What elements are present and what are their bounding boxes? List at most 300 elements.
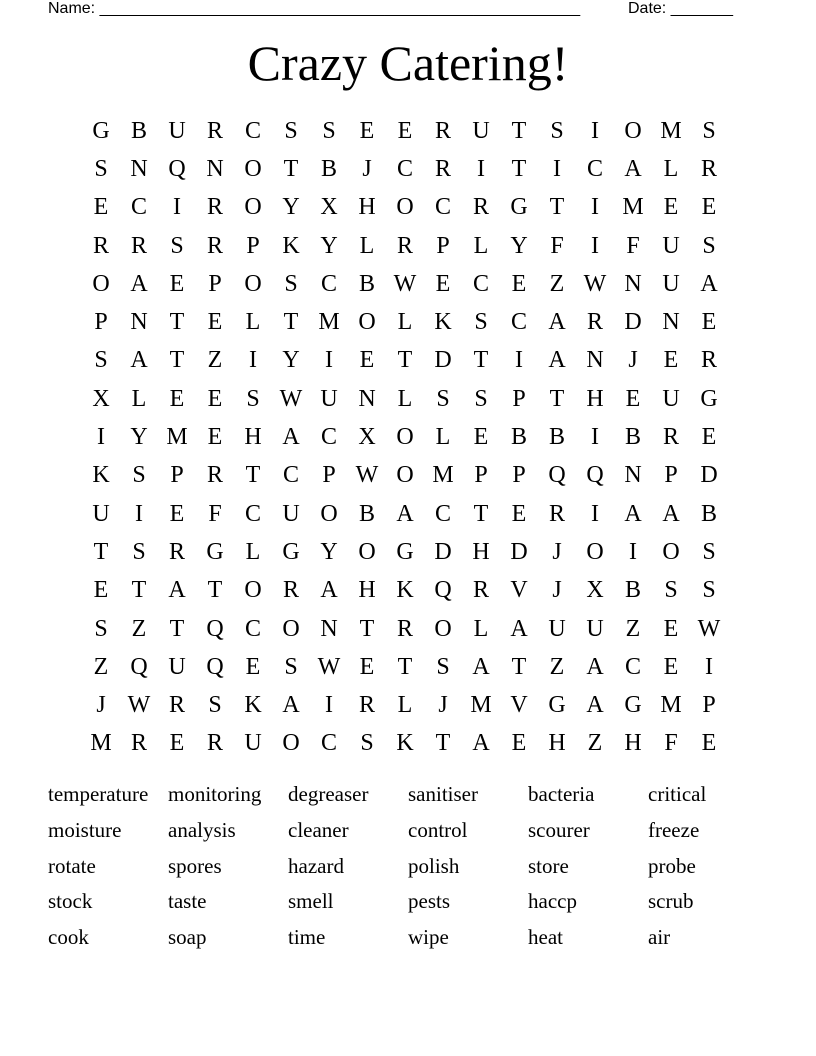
grid-letter[interactable]: S: [132, 538, 146, 565]
grid-letter[interactable]: T: [169, 309, 185, 336]
grid-letter[interactable]: L: [473, 232, 489, 259]
grid-letter[interactable]: T: [397, 653, 413, 680]
grid-letter[interactable]: G: [92, 117, 110, 144]
grid-letter[interactable]: R: [206, 462, 223, 489]
grid-letter[interactable]: T: [511, 653, 527, 680]
grid-letter[interactable]: I: [591, 424, 599, 451]
grid-letter[interactable]: S: [702, 117, 716, 144]
grid-letter[interactable]: R: [206, 194, 223, 221]
grid-letter[interactable]: T: [93, 538, 109, 565]
grid-letter[interactable]: A: [548, 347, 566, 374]
grid-letter[interactable]: P: [512, 462, 526, 489]
grid-letter[interactable]: I: [591, 232, 599, 259]
grid-letter[interactable]: E: [701, 730, 717, 757]
grid-letter[interactable]: C: [434, 194, 451, 221]
grid-letter[interactable]: A: [282, 692, 300, 719]
grid-letter[interactable]: D: [624, 309, 642, 336]
grid-letter[interactable]: A: [624, 155, 642, 182]
grid-letter[interactable]: F: [626, 232, 640, 259]
grid-letter[interactable]: P: [702, 692, 716, 719]
grid-letter[interactable]: M: [432, 462, 454, 489]
grid-letter[interactable]: R: [434, 155, 451, 182]
grid-letter[interactable]: S: [702, 577, 716, 604]
grid-letter[interactable]: E: [397, 117, 413, 144]
grid-letter[interactable]: I: [591, 500, 599, 527]
grid-letter[interactable]: S: [284, 270, 298, 297]
grid-letter[interactable]: P: [246, 232, 260, 259]
grid-letter[interactable]: E: [663, 653, 679, 680]
grid-letter[interactable]: T: [549, 385, 565, 412]
grid-letter[interactable]: P: [664, 462, 678, 489]
grid-letter[interactable]: L: [663, 155, 679, 182]
grid-letter[interactable]: N: [130, 155, 148, 182]
grid-letter[interactable]: K: [434, 309, 452, 336]
grid-letter[interactable]: S: [246, 385, 260, 412]
grid-letter[interactable]: D: [700, 462, 718, 489]
grid-letter[interactable]: E: [169, 500, 185, 527]
grid-letter[interactable]: N: [206, 155, 224, 182]
grid-letter[interactable]: B: [358, 270, 375, 297]
grid-letter[interactable]: T: [169, 347, 185, 374]
grid-letter[interactable]: Y: [130, 424, 148, 451]
grid-letter[interactable]: N: [130, 309, 148, 336]
grid-letter[interactable]: G: [396, 538, 414, 565]
grid-letter[interactable]: U: [662, 232, 680, 259]
grid-letter[interactable]: S: [550, 117, 564, 144]
grid-letter[interactable]: I: [173, 194, 181, 221]
grid-letter[interactable]: T: [397, 347, 413, 374]
grid-letter[interactable]: C: [244, 500, 261, 527]
grid-letter[interactable]: C: [320, 424, 337, 451]
grid-letter[interactable]: M: [318, 309, 340, 336]
grid-letter[interactable]: C: [244, 615, 261, 642]
grid-letter[interactable]: E: [701, 424, 717, 451]
grid-letter[interactable]: Q: [586, 462, 604, 489]
grid-letter[interactable]: T: [473, 347, 489, 374]
grid-letter[interactable]: R: [472, 194, 489, 221]
grid-letter[interactable]: C: [282, 462, 299, 489]
grid-letter[interactable]: Y: [282, 194, 300, 221]
grid-letter[interactable]: K: [282, 232, 300, 259]
grid-letter[interactable]: U: [168, 117, 186, 144]
grid-letter[interactable]: T: [283, 155, 299, 182]
grid-letter[interactable]: E: [663, 347, 679, 374]
grid-letter[interactable]: Q: [206, 615, 224, 642]
grid-letter[interactable]: I: [515, 347, 523, 374]
word-list-item: store: [528, 853, 569, 878]
grid-letter[interactable]: N: [624, 462, 642, 489]
grid-letter[interactable]: Z: [587, 730, 603, 757]
grid-letter[interactable]: N: [358, 385, 376, 412]
grid-letter[interactable]: B: [130, 117, 147, 144]
grid-letter[interactable]: A: [168, 577, 186, 604]
grid-letter[interactable]: H: [586, 385, 604, 412]
grid-letter[interactable]: E: [93, 194, 109, 221]
grid-letter[interactable]: V: [510, 577, 528, 604]
grid-letter[interactable]: W: [127, 692, 151, 719]
grid-letter[interactable]: T: [473, 500, 489, 527]
grid-letter[interactable]: M: [660, 117, 682, 144]
grid-letter[interactable]: R: [358, 692, 375, 719]
grid-letter[interactable]: Q: [548, 462, 566, 489]
grid-letter[interactable]: O: [244, 194, 262, 221]
grid-letter[interactable]: S: [284, 117, 298, 144]
grid-letter[interactable]: L: [245, 538, 261, 565]
grid-letter[interactable]: R: [168, 692, 185, 719]
letter-grid: [82, 112, 728, 763]
grid-letter[interactable]: F: [550, 232, 564, 259]
grid-letter[interactable]: A: [548, 309, 566, 336]
grid-letter[interactable]: T: [283, 309, 299, 336]
grid-letter[interactable]: O: [396, 462, 414, 489]
grid-letter[interactable]: G: [700, 385, 718, 412]
grid-letter[interactable]: L: [131, 385, 147, 412]
grid-letter[interactable]: N: [320, 615, 338, 642]
date-field[interactable]: [628, 0, 733, 19]
grid-letter[interactable]: U: [282, 500, 300, 527]
grid-letter[interactable]: G: [206, 538, 224, 565]
grid-letter[interactable]: O: [434, 615, 452, 642]
grid-letter[interactable]: G: [282, 538, 300, 565]
grid-letter[interactable]: E: [511, 270, 527, 297]
grid-letter[interactable]: M: [660, 692, 682, 719]
grid-letter[interactable]: N: [662, 309, 680, 336]
grid-letter[interactable]: H: [624, 730, 642, 757]
grid-letter[interactable]: J: [96, 692, 106, 719]
grid-letter[interactable]: L: [359, 232, 375, 259]
grid-letter[interactable]: S: [702, 232, 716, 259]
grid-letter[interactable]: L: [245, 309, 261, 336]
grid-letter[interactable]: R: [700, 155, 717, 182]
grid-letter[interactable]: E: [359, 117, 375, 144]
grid-letter[interactable]: T: [245, 462, 261, 489]
grid-letter[interactable]: E: [701, 194, 717, 221]
grid-letter[interactable]: A: [130, 347, 148, 374]
grid-letter[interactable]: P: [208, 270, 222, 297]
grid-letter[interactable]: T: [511, 117, 527, 144]
grid-letter[interactable]: J: [628, 347, 638, 374]
grid-letter[interactable]: U: [662, 270, 680, 297]
grid-letter[interactable]: O: [282, 730, 300, 757]
grid-letter[interactable]: L: [435, 424, 451, 451]
grid-letter[interactable]: A: [472, 653, 490, 680]
grid-letter[interactable]: A: [586, 653, 604, 680]
grid-letter[interactable]: R: [130, 232, 147, 259]
grid-letter[interactable]: O: [244, 577, 262, 604]
grid-letter[interactable]: S: [664, 577, 678, 604]
grid-letter[interactable]: E: [359, 347, 375, 374]
grid-letter[interactable]: M: [166, 424, 188, 451]
grid-letter[interactable]: U: [586, 615, 604, 642]
grid-letter[interactable]: J: [362, 155, 372, 182]
grid-letter[interactable]: R: [282, 577, 299, 604]
grid-letter[interactable]: Z: [131, 615, 147, 642]
grid-letter[interactable]: R: [92, 232, 109, 259]
grid-letter[interactable]: E: [207, 309, 223, 336]
grid-letter[interactable]: H: [472, 538, 490, 565]
grid-letter[interactable]: Z: [549, 270, 565, 297]
grid-letter[interactable]: B: [320, 155, 337, 182]
grid-letter[interactable]: C: [244, 117, 261, 144]
page-title: Crazy Catering!: [247, 35, 569, 91]
grid-letter[interactable]: A: [472, 730, 490, 757]
grid-letter[interactable]: O: [358, 538, 376, 565]
grid-letter[interactable]: R: [396, 615, 413, 642]
grid-letter[interactable]: Q: [130, 653, 148, 680]
grid-letter[interactable]: O: [320, 500, 338, 527]
grid-letter[interactable]: P: [512, 385, 526, 412]
grid-letter[interactable]: R: [472, 577, 489, 604]
grid-letter[interactable]: T: [207, 577, 223, 604]
grid-letter[interactable]: Y: [510, 232, 528, 259]
grid-letter[interactable]: H: [244, 424, 262, 451]
grid-letter[interactable]: L: [397, 385, 413, 412]
grid-letter[interactable]: X: [358, 424, 376, 451]
grid-letter[interactable]: G: [624, 692, 642, 719]
grid-letter[interactable]: T: [131, 577, 147, 604]
grid-letter[interactable]: J: [552, 538, 562, 565]
grid-letter[interactable]: Y: [320, 538, 338, 565]
grid-letter[interactable]: K: [244, 692, 262, 719]
grid-letter[interactable]: O: [586, 538, 604, 565]
grid-letter[interactable]: J: [438, 692, 448, 719]
grid-letter[interactable]: C: [510, 309, 527, 336]
grid-letter[interactable]: S: [208, 692, 222, 719]
grid-letter[interactable]: R: [548, 500, 565, 527]
grid-letter[interactable]: O: [358, 309, 376, 336]
grid-letter[interactable]: E: [701, 309, 717, 336]
grid-letter[interactable]: E: [207, 424, 223, 451]
grid-letter[interactable]: T: [169, 615, 185, 642]
grid-letter[interactable]: Z: [549, 653, 565, 680]
grid-letter[interactable]: M: [90, 730, 112, 757]
grid-letter[interactable]: S: [322, 117, 336, 144]
grid-letter[interactable]: E: [511, 730, 527, 757]
grid-letter[interactable]: Q: [434, 577, 452, 604]
grid-letter[interactable]: L: [397, 309, 413, 336]
grid-letter[interactable]: I: [249, 347, 257, 374]
grid-letter[interactable]: J: [552, 577, 562, 604]
grid-letter[interactable]: M: [622, 194, 644, 221]
grid-letter[interactable]: E: [663, 194, 679, 221]
grid-letter[interactable]: R: [168, 538, 185, 565]
grid-letter[interactable]: B: [700, 500, 717, 527]
grid-letter[interactable]: T: [435, 730, 451, 757]
grid-letter[interactable]: S: [360, 730, 374, 757]
grid-letter[interactable]: X: [92, 385, 110, 412]
grid-letter[interactable]: C: [434, 500, 451, 527]
name-field[interactable]: [48, 0, 580, 19]
grid-letter[interactable]: G: [548, 692, 566, 719]
grid-letter[interactable]: O: [282, 615, 300, 642]
grid-letter[interactable]: C: [320, 730, 337, 757]
grid-letter[interactable]: A: [510, 615, 528, 642]
grid-letter[interactable]: A: [586, 692, 604, 719]
grid-letter[interactable]: E: [93, 577, 109, 604]
grid-letter[interactable]: L: [397, 692, 413, 719]
grid-letter[interactable]: S: [94, 347, 108, 374]
date-blank[interactable]: _______: [670, 0, 733, 17]
grid-letter[interactable]: P: [94, 309, 108, 336]
grid-letter[interactable]: I: [591, 117, 599, 144]
grid-letter[interactable]: Z: [207, 347, 223, 374]
grid-letter[interactable]: O: [624, 117, 642, 144]
grid-letter[interactable]: R: [700, 347, 717, 374]
grid-letter[interactable]: Z: [93, 653, 109, 680]
grid-letter[interactable]: O: [662, 538, 680, 565]
grid-letter[interactable]: S: [170, 232, 184, 259]
grid-letter[interactable]: X: [586, 577, 604, 604]
grid-letter[interactable]: S: [474, 309, 488, 336]
grid-letter[interactable]: B: [358, 500, 375, 527]
grid-letter[interactable]: I: [477, 155, 485, 182]
grid-letter[interactable]: O: [244, 270, 262, 297]
grid-letter[interactable]: C: [586, 155, 603, 182]
grid-letter[interactable]: F: [664, 730, 678, 757]
grid-letter[interactable]: N: [624, 270, 642, 297]
grid-letter[interactable]: E: [169, 730, 185, 757]
grid-letter[interactable]: A: [396, 500, 414, 527]
grid-letter[interactable]: P: [474, 462, 488, 489]
grid-letter[interactable]: K: [396, 730, 414, 757]
grid-letter[interactable]: S: [94, 615, 108, 642]
grid-letter[interactable]: D: [434, 347, 452, 374]
grid-letter[interactable]: I: [325, 347, 333, 374]
grid-letter[interactable]: I: [97, 424, 105, 451]
grid-letter[interactable]: I: [591, 194, 599, 221]
grid-letter[interactable]: O: [92, 270, 110, 297]
grid-letter[interactable]: B: [510, 424, 527, 451]
grid-letter[interactable]: I: [135, 500, 143, 527]
grid-letter[interactable]: E: [169, 385, 185, 412]
grid-letter[interactable]: R: [434, 117, 451, 144]
grid-letter[interactable]: O: [396, 424, 414, 451]
grid-letter[interactable]: H: [548, 730, 566, 757]
grid-letter[interactable]: A: [662, 500, 680, 527]
grid-letter[interactable]: Q: [168, 155, 186, 182]
grid-letter[interactable]: T: [359, 615, 375, 642]
grid-letter[interactable]: U: [320, 385, 338, 412]
grid-letter[interactable]: I: [629, 538, 637, 565]
grid-letter[interactable]: W: [355, 462, 379, 489]
grid-letter[interactable]: Q: [206, 653, 224, 680]
grid-letter[interactable]: K: [92, 462, 110, 489]
grid-letter[interactable]: C: [472, 270, 489, 297]
grid-letter[interactable]: E: [625, 385, 641, 412]
grid-letter[interactable]: E: [473, 424, 489, 451]
grid-letter[interactable]: T: [549, 194, 565, 221]
grid-letter[interactable]: U: [168, 653, 186, 680]
grid-letter[interactable]: C: [130, 194, 147, 221]
grid-letter[interactable]: L: [473, 615, 489, 642]
grid-letter[interactable]: C: [396, 155, 413, 182]
grid-letter[interactable]: P: [170, 462, 184, 489]
grid-letter[interactable]: W: [317, 653, 341, 680]
grid-letter[interactable]: C: [320, 270, 337, 297]
grid-letter[interactable]: V: [510, 692, 528, 719]
grid-letter[interactable]: S: [132, 462, 146, 489]
grid-letter[interactable]: M: [470, 692, 492, 719]
grid-letter[interactable]: O: [244, 155, 262, 182]
grid-letter[interactable]: E: [359, 653, 375, 680]
grid-letter[interactable]: I: [553, 155, 561, 182]
grid-letter[interactable]: S: [436, 385, 450, 412]
grid-letter[interactable]: K: [396, 577, 414, 604]
grid-letter[interactable]: U: [548, 615, 566, 642]
grid-letter[interactable]: W: [279, 385, 303, 412]
grid-letter[interactable]: S: [284, 653, 298, 680]
grid-letter[interactable]: H: [358, 577, 376, 604]
grid-letter[interactable]: A: [320, 577, 338, 604]
grid-letter[interactable]: B: [624, 577, 641, 604]
word-list-item: degreaser: [288, 782, 369, 806]
grid-letter[interactable]: N: [586, 347, 604, 374]
name-blank[interactable]: ______________________________________________________: [99, 0, 581, 17]
grid-letter[interactable]: W: [697, 615, 721, 642]
grid-letter[interactable]: I: [325, 692, 333, 719]
grid-letter[interactable]: F: [208, 500, 222, 527]
grid-letter[interactable]: I: [705, 653, 713, 680]
grid-letter[interactable]: R: [130, 730, 147, 757]
grid-letter[interactable]: W: [393, 270, 417, 297]
word-list-item: heat: [528, 925, 563, 950]
grid-letter[interactable]: G: [510, 194, 528, 221]
grid-letter[interactable]: H: [358, 194, 376, 221]
grid-letter[interactable]: A: [282, 424, 300, 451]
grid-letter[interactable]: S: [94, 155, 108, 182]
grid-letter[interactable]: R: [206, 232, 223, 259]
grid-letter[interactable]: S: [702, 538, 716, 565]
word-list-item: haccp: [528, 889, 577, 914]
grid-letter[interactable]: U: [662, 385, 680, 412]
grid-letter[interactable]: P: [436, 232, 450, 259]
grid-letter[interactable]: B: [548, 424, 565, 451]
grid-letter[interactable]: S: [474, 385, 488, 412]
word-list-item: analysis: [168, 817, 236, 842]
grid-letter[interactable]: D: [510, 538, 528, 565]
grid-letter[interactable]: A: [700, 270, 718, 297]
grid-letter[interactable]: E: [511, 500, 527, 527]
grid-letter[interactable]: C: [624, 653, 641, 680]
grid-letter[interactable]: A: [624, 500, 642, 527]
grid-letter[interactable]: R: [396, 232, 413, 259]
grid-letter[interactable]: Y: [282, 347, 300, 374]
grid-letter[interactable]: A: [130, 270, 148, 297]
grid-letter[interactable]: T: [511, 155, 527, 182]
grid-letter[interactable]: P: [322, 462, 336, 489]
grid-letter[interactable]: O: [396, 194, 414, 221]
grid-letter[interactable]: R: [586, 309, 603, 336]
grid-letter[interactable]: E: [435, 270, 451, 297]
grid-letter[interactable]: U: [92, 500, 110, 527]
grid-letter[interactable]: Y: [320, 232, 338, 259]
grid-letter[interactable]: R: [206, 117, 223, 144]
grid-letter[interactable]: W: [583, 270, 607, 297]
grid-letter[interactable]: B: [624, 424, 641, 451]
grid-letter[interactable]: R: [206, 730, 223, 757]
grid-letter[interactable]: Z: [625, 615, 641, 642]
grid-letter[interactable]: R: [662, 424, 679, 451]
grid-letter[interactable]: E: [207, 385, 223, 412]
grid-letter[interactable]: D: [434, 538, 452, 565]
grid-letter[interactable]: E: [245, 653, 261, 680]
grid-letter[interactable]: U: [244, 730, 262, 757]
grid-letter[interactable]: S: [436, 653, 450, 680]
grid-letter[interactable]: X: [320, 194, 338, 221]
grid-letter[interactable]: E: [169, 270, 185, 297]
grid-letter[interactable]: E: [663, 615, 679, 642]
grid-letter[interactable]: U: [472, 117, 490, 144]
